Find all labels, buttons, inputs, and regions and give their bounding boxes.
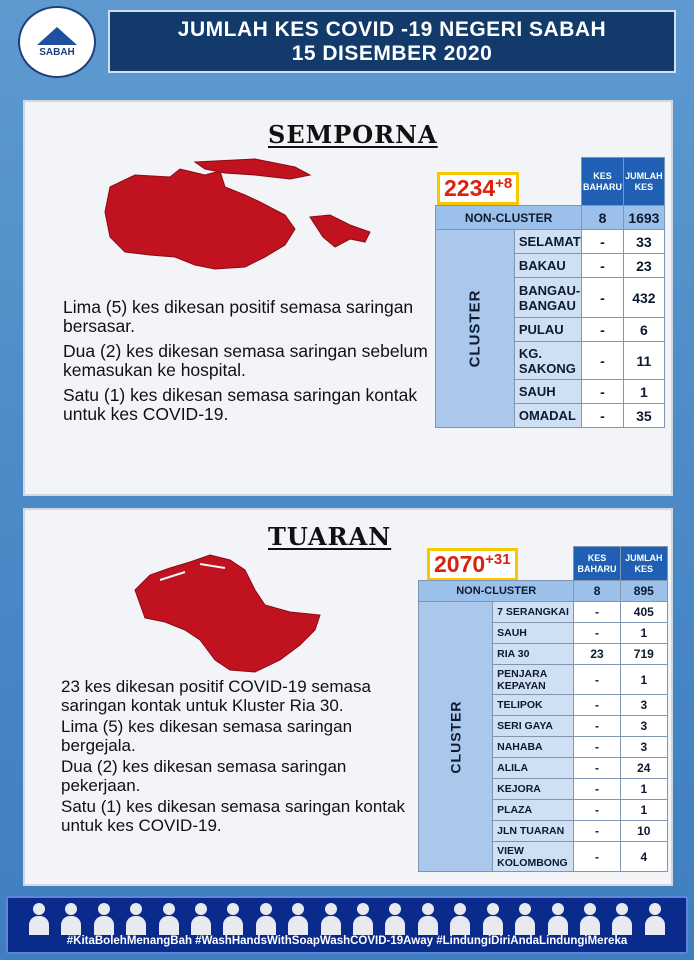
page-title: JUMLAH KES COVID -19 NEGERI SABAH	[177, 17, 607, 41]
total-count: 2234	[444, 175, 496, 201]
healthcare-worker-icon	[449, 901, 471, 935]
semporna-map	[95, 157, 375, 272]
case-description	[63, 298, 463, 430]
header-total-cases: JUMLAH KES	[620, 547, 667, 581]
hashtags: #KitaBolehMenangBah #WashHandsWithSoapWashCOVID-19Away #LindungiDiriAndaLindungiMereka	[66, 935, 628, 947]
cluster-total: 33	[623, 230, 664, 254]
table-row	[419, 602, 668, 623]
mountain-icon	[37, 27, 77, 45]
cluster-name: KG. SAKONG	[514, 342, 581, 380]
healthcare-worker-icon	[514, 901, 536, 935]
cluster-total: 1	[620, 800, 667, 821]
cluster-new: -	[582, 342, 624, 380]
healthcare-worker-icon	[60, 901, 82, 935]
cluster-name: SELAMAT	[514, 230, 581, 254]
cluster-new: -	[582, 318, 624, 342]
description-line: 23 kes dikesan positif COVID-19 semasa saringan kontak untuk Kluster Ria 30.	[61, 677, 371, 715]
cluster-total: 1	[623, 380, 664, 404]
cluster-new: -	[582, 230, 624, 254]
cluster-new: -	[574, 716, 620, 737]
description-line: Lima (5) kes dikesan semasa saringan bergejala.	[61, 717, 353, 755]
description-line: Dua (2) kes dikesan semasa saringan pekerjaan.	[61, 757, 347, 795]
tuaran-panel	[23, 508, 673, 886]
cluster-total: 23	[623, 254, 664, 278]
cluster-new: -	[574, 842, 620, 872]
cluster-name: JLN TUARAN	[493, 821, 574, 842]
cluster-new: 23	[574, 644, 620, 665]
cluster-new: -	[574, 758, 620, 779]
footer-banner	[6, 896, 688, 954]
non-cluster-total: 895	[620, 581, 667, 602]
healthcare-worker-icon	[93, 901, 115, 935]
cluster-total: 6	[623, 318, 664, 342]
total-increase: +31	[485, 551, 511, 568]
header-total-cases: JUMLAH KES	[623, 158, 664, 206]
case-description	[61, 678, 421, 838]
cluster-new: -	[574, 695, 620, 716]
cluster-name: BANGAU-BANGAU	[514, 278, 581, 318]
non-cluster-label: NON-CLUSTER	[419, 581, 574, 602]
healthcare-worker-icon	[547, 901, 569, 935]
cluster-side-label: CLUSTER	[419, 602, 493, 872]
cluster-name: PENJARA KEPAYAN	[493, 665, 574, 695]
healthcare-worker-icon	[255, 901, 277, 935]
healthcare-worker-icon	[579, 901, 601, 935]
semporna-case-table	[435, 157, 665, 428]
cluster-total: 1	[620, 623, 667, 644]
healthcare-worker-icon	[158, 901, 180, 935]
description-line: Dua (2) kes dikesan semasa saringan sebelum kemasukan ke hospital.	[63, 341, 428, 380]
cluster-total: 1	[620, 665, 667, 695]
cluster-new: -	[574, 737, 620, 758]
semporna-mainland	[105, 169, 295, 269]
cluster-total: 432	[623, 278, 664, 318]
non-cluster-row	[436, 206, 665, 230]
cluster-new: -	[574, 602, 620, 623]
cluster-total: 3	[620, 716, 667, 737]
non-cluster-label: NON-CLUSTER	[436, 206, 582, 230]
cluster-new: -	[574, 821, 620, 842]
non-cluster-total: 1693	[623, 206, 664, 230]
cluster-name: BAKAU	[514, 254, 581, 278]
cluster-name: TELIPOK	[493, 695, 574, 716]
semporna-panel	[23, 100, 673, 496]
description-line: Lima (5) kes dikesan positif semasa saringan bersasar.	[63, 297, 414, 336]
cluster-total: 24	[620, 758, 667, 779]
healthcare-worker-icon	[125, 901, 147, 935]
cluster-side-label: CLUSTER	[436, 230, 515, 428]
healthcare-worker-icon	[190, 901, 212, 935]
cluster-new: -	[574, 623, 620, 644]
cluster-new: -	[582, 404, 624, 428]
cluster-total: 10	[620, 821, 667, 842]
district-title: TUARAN	[268, 522, 392, 551]
healthcare-worker-icon	[222, 901, 244, 935]
page-date: 15 DISEMBER 2020	[291, 41, 493, 65]
healthcare-worker-icon	[287, 901, 309, 935]
cluster-name: PULAU	[514, 318, 581, 342]
non-cluster-row	[419, 581, 668, 602]
healthcare-worker-icon	[644, 901, 666, 935]
sabah-logo	[18, 6, 96, 78]
cluster-name: RIA 30	[493, 644, 574, 665]
non-cluster-new: 8	[574, 581, 620, 602]
total-increase: +8	[495, 175, 513, 192]
healthcare-worker-icon	[352, 901, 374, 935]
cluster-new: -	[574, 800, 620, 821]
healthcare-worker-icon	[384, 901, 406, 935]
cluster-total: 405	[620, 602, 667, 623]
cluster-name: SERI GAYA	[493, 716, 574, 737]
cluster-new: -	[574, 779, 620, 800]
cluster-name: SAUH	[514, 380, 581, 404]
cluster-name: PLAZA	[493, 800, 574, 821]
cluster-total: 719	[620, 644, 667, 665]
cluster-name: VIEW KOLOMBONG	[493, 842, 574, 872]
cluster-name: 7 SERANGKAI	[493, 602, 574, 623]
cluster-total: 1	[620, 779, 667, 800]
healthcare-worker-icon	[28, 901, 50, 935]
healthcare-worker-icon	[417, 901, 439, 935]
cluster-name: OMADAL	[514, 404, 581, 428]
tuaran-district-shape	[135, 555, 320, 672]
cluster-total: 4	[620, 842, 667, 872]
district-title: SEMPORNA	[268, 120, 438, 149]
total-count: 2070	[434, 551, 486, 577]
cluster-name: SAUH	[493, 623, 574, 644]
table-row	[436, 230, 665, 254]
tuaran-case-table	[418, 546, 668, 872]
header-new-cases: KES BAHARU	[582, 158, 624, 206]
non-cluster-new: 8	[582, 206, 624, 230]
cluster-name: ALILA	[493, 758, 574, 779]
description-line: Satu (1) kes dikesan semasa saringan kontak untuk kes COVID-19.	[63, 385, 418, 424]
cluster-new: -	[582, 380, 624, 404]
description-line: Satu (1) kes dikesan semasa saringan kontak untuk kes COVID-19.	[61, 797, 405, 835]
cluster-total: 3	[620, 737, 667, 758]
cluster-new: -	[582, 278, 624, 318]
cluster-name: NAHABA	[493, 737, 574, 758]
semporna-island	[310, 215, 370, 247]
header-new-cases: KES BAHARU	[574, 547, 620, 581]
cluster-name: KEJORA	[493, 779, 574, 800]
page-header	[108, 10, 676, 73]
tuaran-map	[130, 550, 330, 675]
cluster-total: 11	[623, 342, 664, 380]
cluster-new: -	[574, 665, 620, 695]
healthcare-worker-icon	[611, 901, 633, 935]
cluster-new: -	[582, 254, 624, 278]
healthcare-workers-strip	[28, 901, 666, 935]
logo-text: SABAH	[39, 46, 75, 58]
healthcare-worker-icon	[482, 901, 504, 935]
cluster-total: 3	[620, 695, 667, 716]
healthcare-worker-icon	[320, 901, 342, 935]
cluster-total: 35	[623, 404, 664, 428]
